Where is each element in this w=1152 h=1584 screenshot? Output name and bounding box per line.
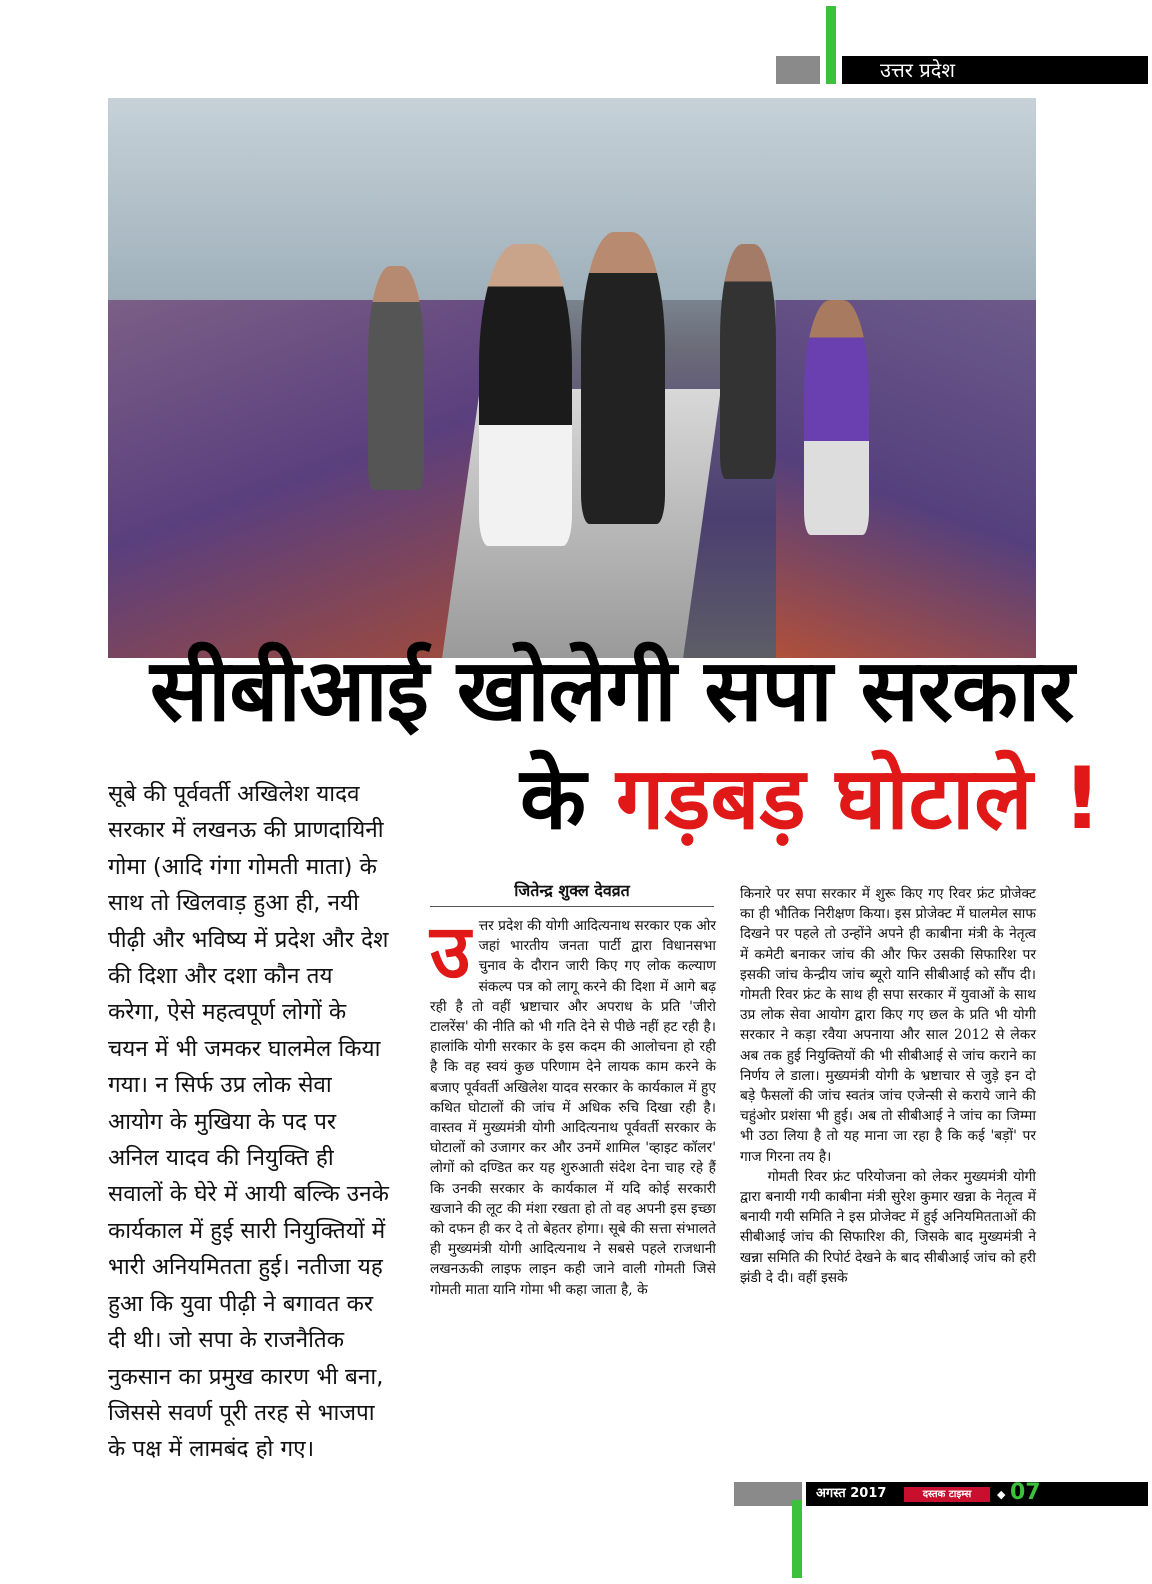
- headline-line-2: [520, 744, 1102, 854]
- photo-boat-left: [108, 300, 498, 658]
- article-column-1: [430, 909, 716, 1300]
- photo-person: [804, 300, 869, 535]
- green-accent-bar-bottom: [792, 1500, 802, 1578]
- page-number: 07: [1010, 1480, 1041, 1505]
- byline-divider: [430, 906, 714, 907]
- diamond-bullet-icon: ◆: [997, 1488, 1006, 1501]
- green-accent-bar-top: [826, 6, 836, 84]
- photo-person: [479, 244, 572, 546]
- photo-river: [108, 98, 1036, 300]
- headline-line-1: सीबीआई खोलेगी सपा सरकार: [150, 641, 1074, 741]
- photo-person: [368, 266, 424, 490]
- header-gray-block: [776, 56, 820, 84]
- intro-paragraph: सूबे की पूर्ववर्ती अखिलेश यादव सरकार में लखनऊ की प्राणदायिनी गोमा (आदि गंगा गोमती माता) के साथ तो खिलवाड़ हुआ ही, नयी पीढ़ी और भविष्य में प्रदेश और देश की दिशा और दशा कौन तय करेगा, ऐसे महत्वपूर्ण लोगों के चयन में भी जमकर घालमेल किया गया। न सिर्फ उप्र लोक सेवा आयोग के मुखिया के पद पर अनिल यादव की नियुक्ति ही सवालों के घेरे में आयी बल्कि उनके कार्यकाल में हुई सारी नियुक्तियों में भारी अनियमितता हुई। नतीजा यह हुआ कि युवा पीढ़ी ने बगावत कर दी थी। जो सपा के राजनैतिक नुकसान का प्रमुख कारण भी बना, जिससे सवर्ण पूरी तरह से भाजपा के पक्ष में लामबंद हो गए।: [108, 781, 389, 1463]
- author-byline: जितेन्द्र शुक्ल देवव्रत: [514, 881, 630, 900]
- photo-person: [581, 232, 665, 523]
- drop-cap: उ: [430, 909, 471, 995]
- article-paragraph: गोमती रिवर फ्रंट परियोजना को लेकर मुख्यमंत्री योगी द्वारा बनायी गयी काबीना मंत्री सुरेश कुमार खन्ना के नेतृत्व में बनायी गयी समिति ने इस प्रोजेक्ट में हुई अनियमितताओं की सीबीआई जांच की सिफारिश की, जिसके बाद मुख्यमंत्री ने खन्ना समिति की रिपोर्ट देखने के बाद सीबीआई जांच को हरी झंडी दे दी। वहीं इसके: [740, 1168, 1036, 1286]
- lead-photo: [108, 98, 1036, 658]
- article-paragraph: किनारे पर सपा सरकार में शुरू किए गए रिवर फ्रंट प्रोजेक्ट का ही भौतिक निरीक्षण किया। इस प्रोजेक्ट में घालमेल साफ दिखने पर पहले तो उन्होंने अपने ही काबीना मंत्री के नेतृत्व में कमेटी बनाकर जांच की और फिर उसकी सिफारिश पर इसकी जांच केन्द्रीय जांच ब्यूरो यानि सीबीआई को सौंप दी। गोमती रिवर फ्रंट के साथ ही सपा सरकार में युवाओं के साथ उप्र लोक सेवा आयोग द्वारा किए गए छल के प्रति भी योगी सरकार ने कड़ा रवैया अपनाया और साल 2012 से लेकर अब तक हुई नियुक्तियों की भी सीबीआई से जांच कराने का निर्णय ले डाला। मुख्यमंत्री योगी के भ्रष्टाचार से जुड़े इन दो बड़े फैसलों की जांच स्वतंत्र जांच एजेन्सी से कराये जाने की चहुंओर प्रशंसा भी हुई। अब तो सीबीआई ने जांच का जिम्मा भी उठा लिया है तो यह माना जा रहा है कि कई 'बड़ों' पर गाज गिरना तय है।: [740, 886, 1036, 1165]
- article-column-2: [740, 884, 1036, 1288]
- article-column-1-text: त्तर प्रदेश की योगी आदित्यनाथ सरकार एक ओर जहां भारतीय जनता पार्टी द्वारा विधानसभा चुनाव के दौरान जारी किए गए लोक कल्याण संकल्प पत्र को लागू करने की दिशा में आगे बढ़ रही है तो वहीं भ्रष्टाचार और अपराध के प्रति 'जीरो टालरेंस' की नीति को भी गति देने से पीछे नहीं हट रही है। हालांकि योगी सरकार के इस कदम की आलोचना हो रही है कि वह स्वयं कुछ परिणाम देने लायक काम करने के बजाए पूर्ववर्ती अखिलेश यादव सरकार के कार्यकाल में हुए कथित घोटालों की जांच में अधिक रुचि दिखा रही है। वास्तव में मुख्यमंत्री योगी आदित्यनाथ पूर्ववर्ती सरकार के घोटालों को उजागर कर और उनमें शामिल 'व्हाइट कॉलर' लोगों को दण्डित कर यह शुरुआती संदेश देना चाह रहे हैं कि उनकी सरकार के कार्यकाल में यदि कोई सरकारी खजाने की लूट की मंशा रखता हो तो वह अपनी इस इच्छा को दफन ही कर दे तो बेहतर होगा। सूबे की सत्ता संभालते ही मुख्यमंत्री योगी आदित्यनाथ ने सबसे पहले राजधानी लखनऊकी लाइफ लाइन कही जाने वाली गोमती जिसे गोमती माता यानि गोमा भी कहा जाता है, के: [430, 918, 716, 1298]
- headline-word-black: के: [520, 749, 587, 849]
- headline-words-red: गड़बड़ घोटाले !: [616, 749, 1102, 849]
- photo-person: [720, 244, 776, 479]
- section-label: उत्तर प्रदेश: [880, 58, 955, 82]
- issue-date: अगस्त 2017: [816, 1486, 887, 1501]
- magazine-logo: दस्तक टाइम्स: [904, 1487, 990, 1502]
